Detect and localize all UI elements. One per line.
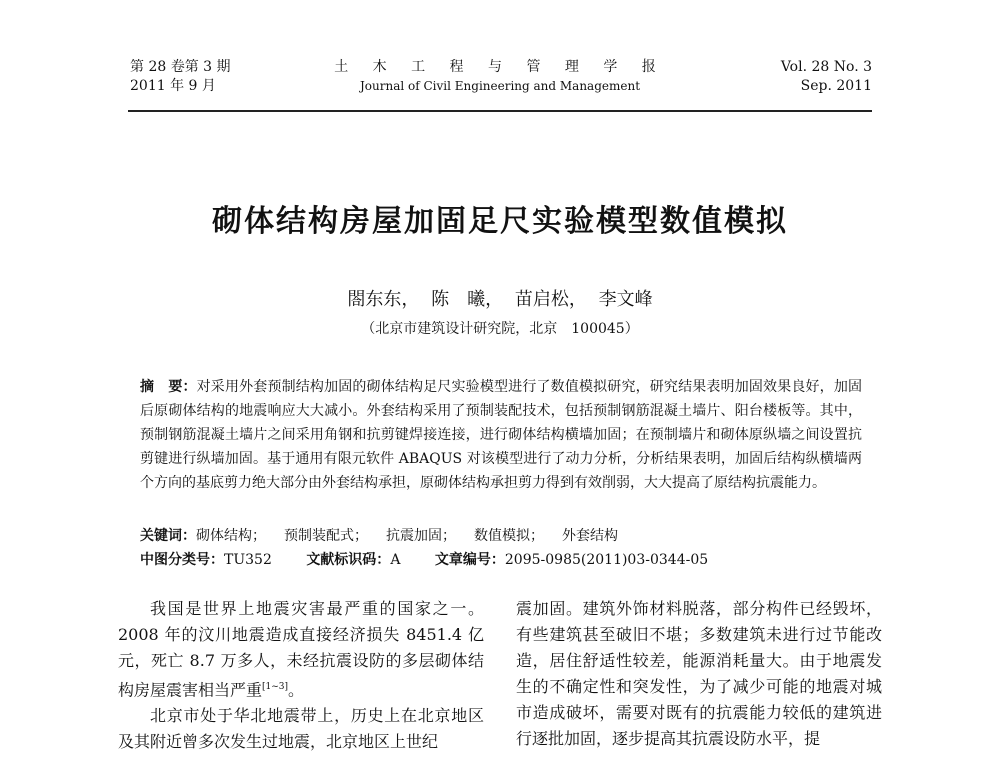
article-number-value: 2095-0985(2011)03-0344-05: [504, 552, 709, 568]
header-center: [300, 58, 700, 96]
header-left: [130, 58, 231, 96]
abstract: [140, 375, 862, 495]
paper-affiliation: （北京市建筑设计研究院，北京 100045）: [361, 321, 639, 337]
body-paragraph: [118, 596, 484, 703]
body-paragraph: 北京市处于华北地震带上，历史上在北京地区及其附近曾多次发生过地震，北京地区上世纪: [118, 706, 484, 752]
paragraph-end: 。: [288, 680, 305, 700]
keyword-item: 抗震加固；: [386, 528, 456, 544]
date-en: Sep. 2011: [800, 78, 872, 94]
clc-label: 中图分类号：: [140, 552, 224, 568]
keywords-label: 关键词：: [140, 528, 196, 544]
citation-ref: [1~3]: [262, 682, 289, 692]
abstract-label: 摘 要：: [140, 379, 197, 395]
header-rule: [128, 110, 872, 112]
keyword-item: 数值模拟；: [474, 528, 544, 544]
article-number-label: 文章编号：: [434, 552, 505, 568]
journal-name-en: Journal of Civil Engineering and Management: [359, 79, 641, 93]
doc-code-label: 文献标识码：: [306, 552, 391, 568]
paragraph-text: 我国是世界上地震灾害最严重的国家之一。2008 年的汶川地震造成直接经济损失 8451.4 亿元，死亡 8.7 万多人，未经抗震设防的多层砌体结构房屋震害相当严重: [118, 599, 484, 700]
doc-code-value: A: [390, 552, 401, 568]
paper-authors: 閤东东， 陈 曦， 苗启松， 李文峰: [347, 289, 653, 310]
keyword-item: 预制装配式；: [284, 528, 368, 544]
journal-name-cn: 土 木 工 程 与 管 理 学 报: [334, 59, 666, 75]
body-column-left: [118, 596, 484, 755]
classification-line: [140, 549, 738, 571]
body-paragraph: 震加固。建筑外饰材料脱落，部分构件已经毁坏，有些建筑甚至破旧不堪；多数建筑未进行过节能改造，居住舒适性较差，能源消耗量大。由于地震发生的不确定性和突发性，为了减少可能的地震对城市造成破坏，需要对既有的抗震能力较低的建筑进行逐批加固，逐步提高其抗震设防水平，提: [516, 599, 882, 748]
date-cn: 2011 年 9 月: [130, 78, 216, 94]
keyword-item: 砌体结构；: [196, 528, 266, 544]
keyword-item: 外套结构: [562, 528, 618, 544]
header-right: [781, 58, 872, 96]
volume-cn: 第 28 卷第 3 期: [130, 59, 231, 75]
paper-title: 砌体结构房屋加固足尺实验模型数值模拟: [212, 204, 788, 239]
abstract-text: 对采用外套预制结构加固的砌体结构足尺实验模型进行了数值模拟研究，研究结果表明加固效果良好，加固后原砌体结构的地震响应大大减小。外套结构采用了预制装配技术，包括预制钢筋混凝土墙片、阳台楼板等。其中，预制钢筋混凝土墙片之间采用角钢和抗剪键焊接连接，进行砌体结构横墙加固；在预制墙片和砌体原纵墙之间设置抗剪键进行纵墙加固。基于通用有限元软件 ABAQUS 对该模型进行了动力分析，分析结果表明，加固后结构纵横墙两个方向的基底剪力绝大部分由外套结构承担，原砌体结构承担剪力得到有效削弱，大大提高了原结构抗震能力。: [140, 379, 862, 491]
body-column-right: [516, 596, 882, 752]
volume-en: Vol. 28 No. 3: [780, 59, 872, 75]
keywords: [140, 525, 636, 547]
clc-value: TU352: [224, 552, 272, 568]
